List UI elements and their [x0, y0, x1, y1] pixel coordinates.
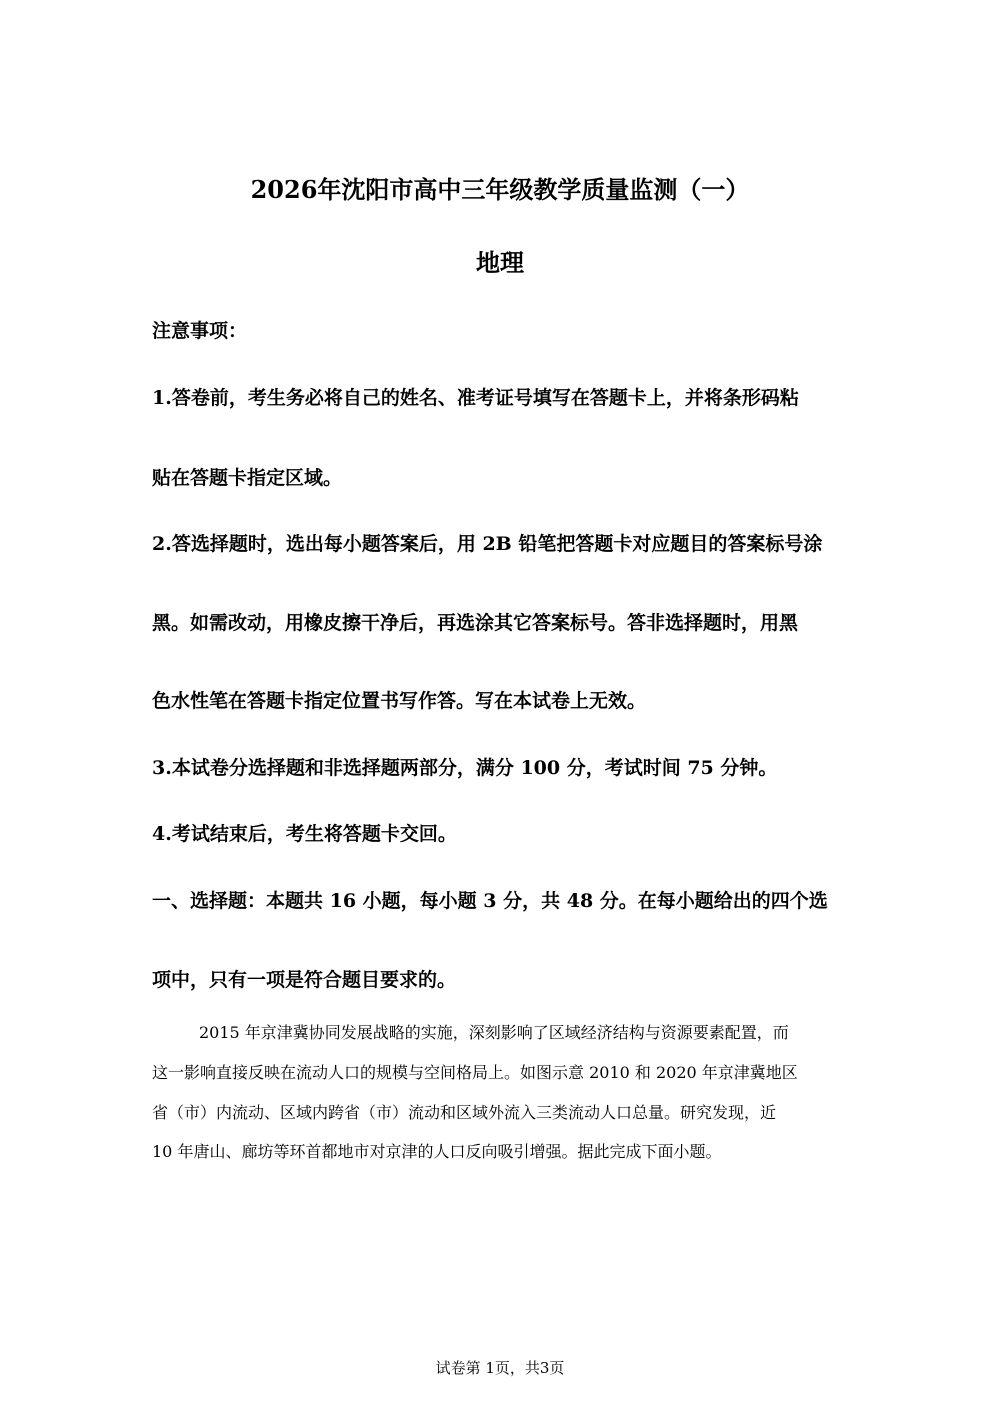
- passage-line: 10 年唐山、廊坊等环首都地市对京津的人口反向吸引增强。据此完成下面小题。: [152, 1142, 722, 1161]
- notice-line: 黑。如需改动，用橡皮擦干净后，再选涂其它答案标号。答非选择题时，用黑: [152, 612, 799, 634]
- notice-heading: 注意事项：: [152, 320, 248, 342]
- passage-line: 这一影响直接反映在流动人口的规模与空间格局上。如图示意 2010 和 2020 年京津冀地区: [152, 1063, 798, 1082]
- notice-line: 2.答选择题时，选出每小题答案后，用 2B 铅笔把答题卡对应题目的答案标号涂: [152, 533, 823, 555]
- notice-line: 贴在答题卡指定区域。: [152, 467, 343, 489]
- subject-title: 地理: [476, 248, 524, 277]
- section-heading-line: 项中，只有一项是符合题目要求的。: [152, 969, 457, 991]
- notice-line: 4.考试结束后，考生将答题卡交回。: [152, 823, 457, 845]
- notice-line: 1.答卷前，考生务必将自己的姓名、准考证号填写在答题卡上，并将条形码粘: [152, 387, 799, 409]
- notice-line: 3.本试卷分选择题和非选择题两部分，满分 100 分，考试时间 75 分钟。: [152, 757, 778, 779]
- passage-line: 2015 年京津冀协同发展战略的实施，深刻影响了区域经济结构与资源要素配置，而: [199, 1023, 789, 1042]
- page-number: 试卷第 1页，共3页: [435, 1359, 565, 1377]
- exam-title: 2026年沈阳市高中三年级教学质量监测（一）: [250, 175, 750, 204]
- notice-line: 色水性笔在答题卡指定位置书写作答。写在本试卷上无效。: [152, 690, 647, 712]
- passage-line: 省（市）内流动、区域内跨省（市）流动和区域外流入三类流动人口总量。研究发现，近: [152, 1103, 777, 1122]
- section-heading-line: 一、选择题：本题共 16 小题，每小题 3 分，共 48 分。在每小题给出的四个选: [152, 890, 828, 912]
